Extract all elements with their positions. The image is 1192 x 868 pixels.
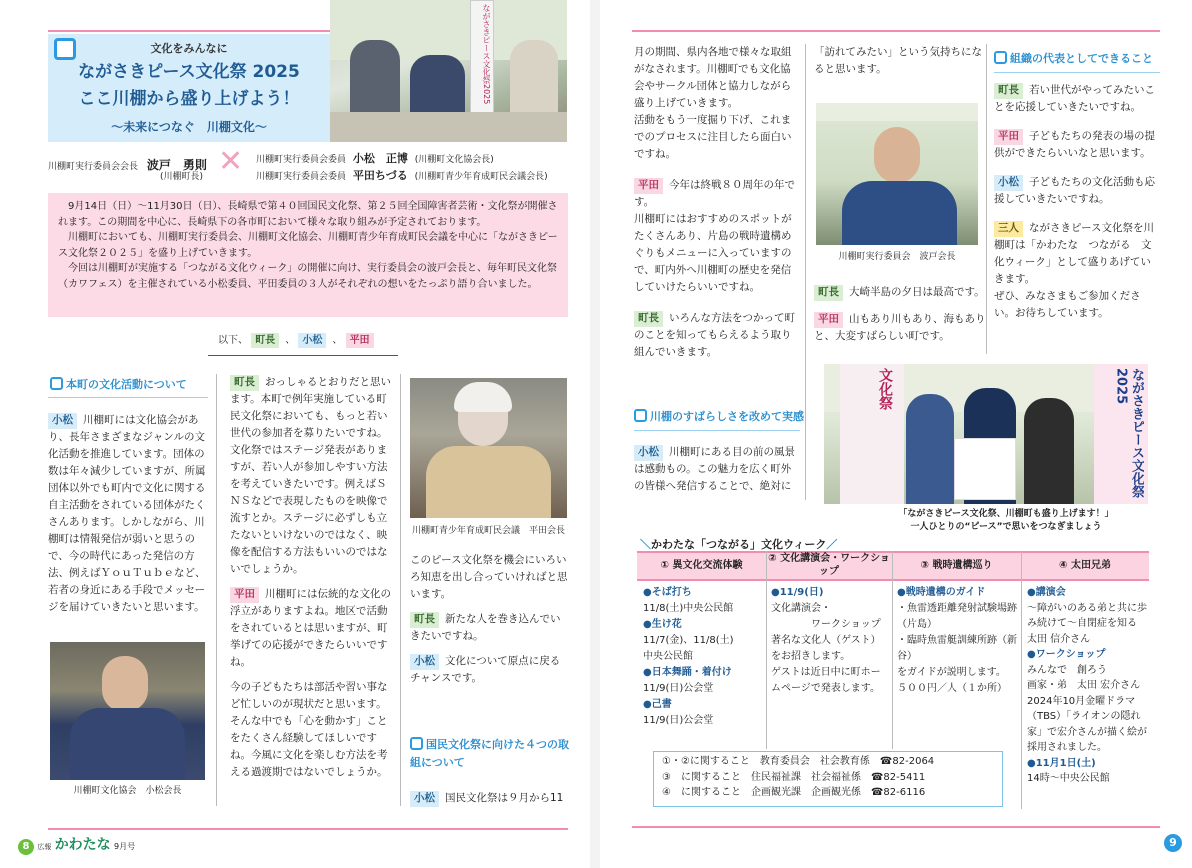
member2-name: 平田ちづる <box>352 169 408 182</box>
title-line1: ながさきピース文化祭 2025 <box>78 62 300 82</box>
photo-hado <box>816 103 978 245</box>
speaker-hirata: 平田 <box>814 312 843 328</box>
p9-column-1: 月の期間、県内各地で様々な取組がなされます。川棚町でも文化協会やサークル団体と協力しながら盛り上げていきます。 活動をもう一度掘り下げ、これまでのプロセスに注目したら面白いですね。 平田 今年は終戦８０周年の年です。 川棚町にはおすすめのスポットがたくさんあり、片島の戦時遺構めぐりもメニューに入っていますので、町内外へ川棚町の歴史を発信していけたらいいですね。 町長 いろんな方法をつかって町のことを知ってもらえるよう取り組んでいきます。 <box>634 46 795 358</box>
footer-left: 8 広報 かわたな 9月号 <box>18 834 135 857</box>
photo-meeting <box>330 0 567 142</box>
speaker-komatsu: 小松 <box>634 445 663 461</box>
section-heading-1: 本町の文化活動について <box>50 376 187 394</box>
p9-column-2-b: 町長 大崎半島の夕日は最高です。 平田 山もあり川もあり、海もありと、大変すばらしい町です。 <box>814 286 986 342</box>
title-kicker: 文化をみんなに <box>150 42 228 55</box>
week-title: ＼かわたな「つながる」文化ウィーク／ <box>640 538 838 551</box>
week-col-3: ●戦時遺構のガイド ・魚雷透距離発射試験場跡（片島） ・臨時魚雷艇訓練所跡（新谷） をガイドが説明します。 ５００円／人（１か所） <box>897 587 1017 694</box>
speaker-komatsu: 小松 <box>48 413 77 429</box>
intro-box <box>48 193 568 317</box>
caption-group-2: 一人ひとりの“ピース”で思いをつなぎましょう <box>910 522 1102 532</box>
banner-text: ながさきピース文化祭2025 <box>482 4 491 105</box>
member2-role: 川棚町実行委員会委員 <box>256 172 347 182</box>
participants <box>48 144 568 184</box>
title-line2: ここ川棚から盛り上げよう！ <box>78 89 300 109</box>
page-spine <box>590 0 600 868</box>
photo-hirata <box>410 378 567 518</box>
caption-group-1: 「ながさきピース文化祭、川棚町も盛り上げます！」 <box>898 509 1114 519</box>
cross-icon: ✕ <box>218 144 244 179</box>
top-rule <box>48 30 333 32</box>
member1-name: 小松 正博 <box>352 152 408 165</box>
legend-komatsu: 小松 <box>298 333 326 348</box>
leader-name: 波戸 勇則 <box>146 158 207 172</box>
page-number-8: 8 <box>18 839 34 855</box>
section-heading-3: 川棚のすばらしさを改めて実感 <box>634 408 804 426</box>
speaker-komatsu: 小松 <box>994 175 1023 191</box>
column-3-end: 小松 国民文化祭は９月から11 <box>410 790 570 815</box>
hand-icon <box>994 51 1007 64</box>
banner-right: ながさきピース文化祭2025 <box>1113 368 1144 498</box>
week-head-1: ① 異文化交流体験 <box>660 560 743 571</box>
speaker-komatsu: 小松 <box>410 791 439 807</box>
hand-icon <box>50 377 63 390</box>
title-sub: 〜未来につなぐ 川棚文化〜 <box>111 120 267 134</box>
hand-icon <box>634 409 647 422</box>
intro-para-2: 川棚町においても、川棚町実行委員会、川棚町文化協会、川棚町青少年育成町民会議を中心に「ながさきピース文化祭２０２５」を盛り上げていきます。 <box>58 232 558 259</box>
page-number-9: 9 <box>1164 834 1182 852</box>
speaker-hirata: 平田 <box>994 129 1023 145</box>
photo-komatsu <box>50 642 205 780</box>
speaker-komatsu: 小松 <box>410 654 439 670</box>
photo-group <box>824 364 1148 504</box>
caption-komatsu: 川棚町文化協会 小松会長 <box>73 786 182 796</box>
speaker-sannin: 三人 <box>994 221 1023 237</box>
speaker-chocho: 町長 <box>994 83 1023 99</box>
speaker-chocho: 町長 <box>814 285 843 301</box>
week-head-3: ③ 戦時遺構巡り <box>920 560 993 571</box>
legend-hirata: 平田 <box>346 333 374 348</box>
intro-para-1: 9月14日（日）〜11月30日（日）、長崎県で第４０回国民文化祭、第２５回全国障害者芸術・文化祭が開催されます。この期間を中心に、長崎県下の各市町において様々な取り組みが予定されております。 <box>58 201 558 228</box>
p9-column-2: 「訪れてみたい」という気持ちになると思います。 <box>814 46 982 75</box>
contacts-box: ①・②に関すること 教育委員会 社会教育係 ☎82-2064 ③ に関すること 住民福祉課 社会福祉係 ☎82-5411 ④ に関すること 企画観光課 企画観光係 ☎82-6116 <box>653 751 1003 807</box>
intro-para-3: 今回は川棚町が実施する「つながる文化ウィーク」の開催に向け、実行委員会の波戸会長と、毎年町民文化祭（カワフェス）を主催されている小松委員、平田委員の３人がそれぞれの想いをたっぷり語り合いました。 <box>58 263 557 290</box>
legend-chocho: 町長 <box>251 333 279 348</box>
leader-note: (川棚町長) <box>160 172 204 182</box>
title-box <box>48 34 330 142</box>
week-col-2: ●11/9(日) 文化講演会・ ワークショップ 著名な文化人（ゲスト）をお招きします。 ゲストは近日中に町ホームページで発表します。 <box>771 587 881 694</box>
speaker-chocho: 町長 <box>634 311 663 327</box>
member1-role: 川棚町実行委員会委員 <box>256 155 347 165</box>
week-col-4: ●講演会 〜障がいのある弟と共に歩み続けて〜自閉症を知る 太田 信介さん ●ワークショップ みんなで 創ろう 画家・弟 太田 宏介さん 2024年10月金曜ドラマ（TBS）「ライオンの隠れ家」で宏介さんが描く絵が採用されました。 ●11月1日(土) 14時〜中央公民館 <box>1027 587 1147 784</box>
caption-hirata: 川棚町青少年育成町民会議 平田会長 <box>411 526 565 536</box>
week-head-2: ② 文化講演会・ワークショップ <box>768 553 890 577</box>
section-heading-2: 国民文化祭に向けた４つの取組について <box>410 738 569 769</box>
page-9 <box>600 0 1192 868</box>
member1-note: (川棚町文化協会長) <box>414 155 494 165</box>
week-col-1: ●そば打ち 11/8(土)中央公民館 ●生け花 11/7(金)、11/8(土) 中央公民館 ●日本舞踊・着付け 11/9(日)公会堂 ●己書 11/9(日)公会堂 <box>643 587 734 726</box>
speaker-hirata: 平田 <box>230 587 259 603</box>
column-1: 小松 川棚町には文化協会があり、長年さまざまなジャンルの文化活動を推進しています。団体の数は年々減少していますが、所属団体以外でも町内で文化に関する自主活動をされている団体がたくさんあります。しかしながら、川棚町は情報発信が弱いと思うので、今の時代にあった発信の方法、例えばＹｏｕＴｕｂｅなど、若者の身近にある手段でメッセージを届けていきたいと思います。 <box>48 414 206 613</box>
hand-icon <box>410 737 423 750</box>
section-heading-4: 組織の代表としてできること <box>994 50 1153 68</box>
leader-role: 川棚町実行委員会会長 <box>48 162 139 172</box>
column-3: このピース文化祭を機会にいろいろ知恵を出し合っていければと思います。 町長 新たな人を巻き込んでいきたいですね。 小松 文化について原点に戻るチャンスです。 <box>410 554 568 684</box>
column-2: 町長 おっしゃるとおりだと思います。本町で例年実施している町民文化祭においても、もっと若い世代の参加者を募りたいですね。文化祭ではステージ発表がありますが、若い人が参加しやすい方法を考えていきたいです。例えばＳＮＳなどで表現したものを映像で流すとか。ステージに必ずしも立たないといけないのではなく、映像を配信する方法もいいのではないでしょうか。 平田 川棚町には伝統的な文化の浮立がありますよね。地区で活動をされているとは思いますが、町挙げての応援ができたらいいですね。 今の子どもたちは部活や習い事など忙しいのが現状だと思います。そんな中でも「心を動かす」ことをたくさん経験してほしいですね。今風に文化を楽しむ方法を考える過渡期ではないでしょうか。 <box>230 376 391 778</box>
banner-left: 文化祭 <box>877 368 893 410</box>
p9-column-1-end: 小松 川棚町にある目の前の風景は感動もの。この魅力を広く町外の皆様へ発信することで、絶対に <box>634 446 795 492</box>
speaker-hirata: 平田 <box>634 178 663 194</box>
speaker-legend: 以下、 町長 、 小松 、 平田 <box>218 333 380 349</box>
caption-hado: 川棚町実行委員会 波戸会長 <box>838 252 956 262</box>
speaker-chocho: 町長 <box>230 375 259 391</box>
speaker-chocho: 町長 <box>410 612 439 628</box>
page-8 <box>0 0 590 868</box>
p9-column-3: 町長 若い世代がやってみたいことを応援していきたいですね。 平田 子どもたちの発表の場の提供ができたらいいなと思います。 小松 子どもたちの文化活動も応援していきたいですね。 三人 ながさきピース文化祭を川棚町は「かわたな つながる 文化ウィーク」として盛りあげていきます。 ぜひ、みなさまもご参加ください。お待ちしています。 <box>994 84 1155 319</box>
week-table <box>637 551 1149 809</box>
week-head-4: ④ 太田兄弟 <box>1059 560 1111 571</box>
member2-note: (川棚町青少年育成町民会議会長) <box>414 172 548 182</box>
